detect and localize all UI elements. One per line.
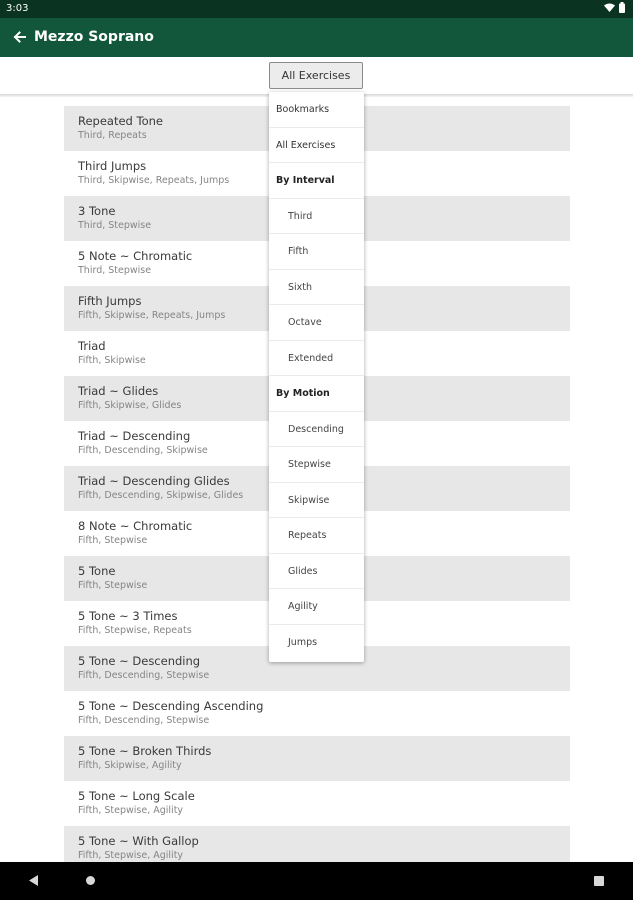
dropdown-option-third[interactable]: Third <box>269 199 364 235</box>
exercise-name: Triad ~ Descending <box>78 429 191 443</box>
page-title: Mezzo Soprano <box>34 29 154 45</box>
exercise-name: Fifth Jumps <box>78 294 142 308</box>
dropdown-option-stepwise[interactable]: Stepwise <box>269 447 364 483</box>
exercise-tags: Fifth, Descending, Stepwise <box>78 715 210 726</box>
dropdown-option-descending[interactable]: Descending <box>269 412 364 448</box>
exercise-name: 5 Note ~ Chromatic <box>78 249 193 263</box>
filter-dropdown-button[interactable]: All Exercises <box>269 62 363 89</box>
exercise-tags: Fifth, Stepwise, Agility <box>78 805 184 816</box>
exercise-tags: Fifth, Stepwise, Agility <box>78 850 184 861</box>
dropdown-option-repeats[interactable]: Repeats <box>269 518 364 554</box>
status-time: 3:03 <box>6 3 29 14</box>
exercise-tags: Fifth, Skipwise, Glides <box>78 400 182 411</box>
exercise-tags: Third, Repeats <box>78 130 147 141</box>
exercise-row[interactable] <box>64 781 570 826</box>
exercise-tags: Fifth, Skipwise, Agility <box>78 760 182 771</box>
dropdown-option-bookmarks[interactable]: Bookmarks <box>269 92 364 128</box>
dropdown-option-glides[interactable]: Glides <box>269 554 364 590</box>
exercise-tags: Fifth, Descending, Stepwise <box>78 670 210 681</box>
exercise-name: 5 Tone ~ 3 Times <box>78 609 178 623</box>
status-icons <box>604 2 625 13</box>
dropdown-option-agility[interactable]: Agility <box>269 589 364 625</box>
exercise-name: 5 Tone ~ Long Scale <box>78 789 195 803</box>
exercise-name: 5 Tone ~ Descending Ascending <box>78 699 264 713</box>
dropdown-section-by-motion: By Motion <box>269 376 364 412</box>
dropdown-option-skipwise[interactable]: Skipwise <box>269 483 364 519</box>
dropdown-option-extended[interactable]: Extended <box>269 341 364 377</box>
status-bar <box>0 0 633 18</box>
dropdown-option-all-exercises[interactable]: All Exercises <box>269 128 364 164</box>
nav-recents-icon[interactable] <box>594 876 604 886</box>
exercise-tags: Fifth, Descending, Skipwise <box>78 445 208 456</box>
exercise-name: 5 Tone <box>78 564 116 578</box>
exercise-name: 3 Tone <box>78 204 116 218</box>
exercise-name: 5 Tone ~ Broken Thirds <box>78 744 212 758</box>
system-nav-bar <box>0 862 633 900</box>
exercise-tags: Fifth, Skipwise <box>78 355 146 366</box>
exercise-name: Triad ~ Descending Glides <box>78 474 230 488</box>
exercise-name: 8 Note ~ Chromatic <box>78 519 193 533</box>
dropdown-option-fifth[interactable]: Fifth <box>269 234 364 270</box>
exercise-name: Repeated Tone <box>78 114 163 128</box>
exercise-name: 5 Tone ~ With Gallop <box>78 834 199 848</box>
filter-dropdown-menu <box>269 92 364 662</box>
exercise-tags: Third, Stepwise <box>78 220 152 231</box>
dropdown-option-sixth[interactable]: Sixth <box>269 270 364 306</box>
dropdown-option-jumps[interactable]: Jumps <box>288 636 318 648</box>
exercise-tags: Third, Skipwise, Repeats, Jumps <box>78 175 230 186</box>
app-bar <box>0 18 633 57</box>
exercise-row[interactable] <box>64 691 570 736</box>
exercise-row[interactable] <box>64 736 570 781</box>
exercise-tags: Fifth, Descending, Skipwise, Glides <box>78 490 244 501</box>
exercise-tags: Third, Stepwise <box>78 265 152 276</box>
nav-back-icon[interactable] <box>29 875 39 886</box>
exercise-name: Triad <box>78 339 106 353</box>
exercise-name: Triad ~ Glides <box>78 384 159 398</box>
dropdown-option-octave[interactable]: Octave <box>269 305 364 341</box>
back-arrow-icon[interactable] <box>10 27 30 47</box>
nav-home-icon[interactable] <box>86 876 95 885</box>
wifi-icon <box>604 3 615 13</box>
exercise-name: Third Jumps <box>78 159 147 173</box>
exercise-tags: Fifth, Skipwise, Repeats, Jumps <box>78 310 226 321</box>
exercise-tags: Fifth, Stepwise, Repeats <box>78 625 192 636</box>
battery-icon <box>619 2 625 13</box>
exercise-tags: Fifth, Stepwise <box>78 535 148 546</box>
dropdown-section-by-interval: By Interval <box>269 163 364 199</box>
exercise-tags: Fifth, Stepwise <box>78 580 148 591</box>
exercise-name: 5 Tone ~ Descending <box>78 654 201 668</box>
